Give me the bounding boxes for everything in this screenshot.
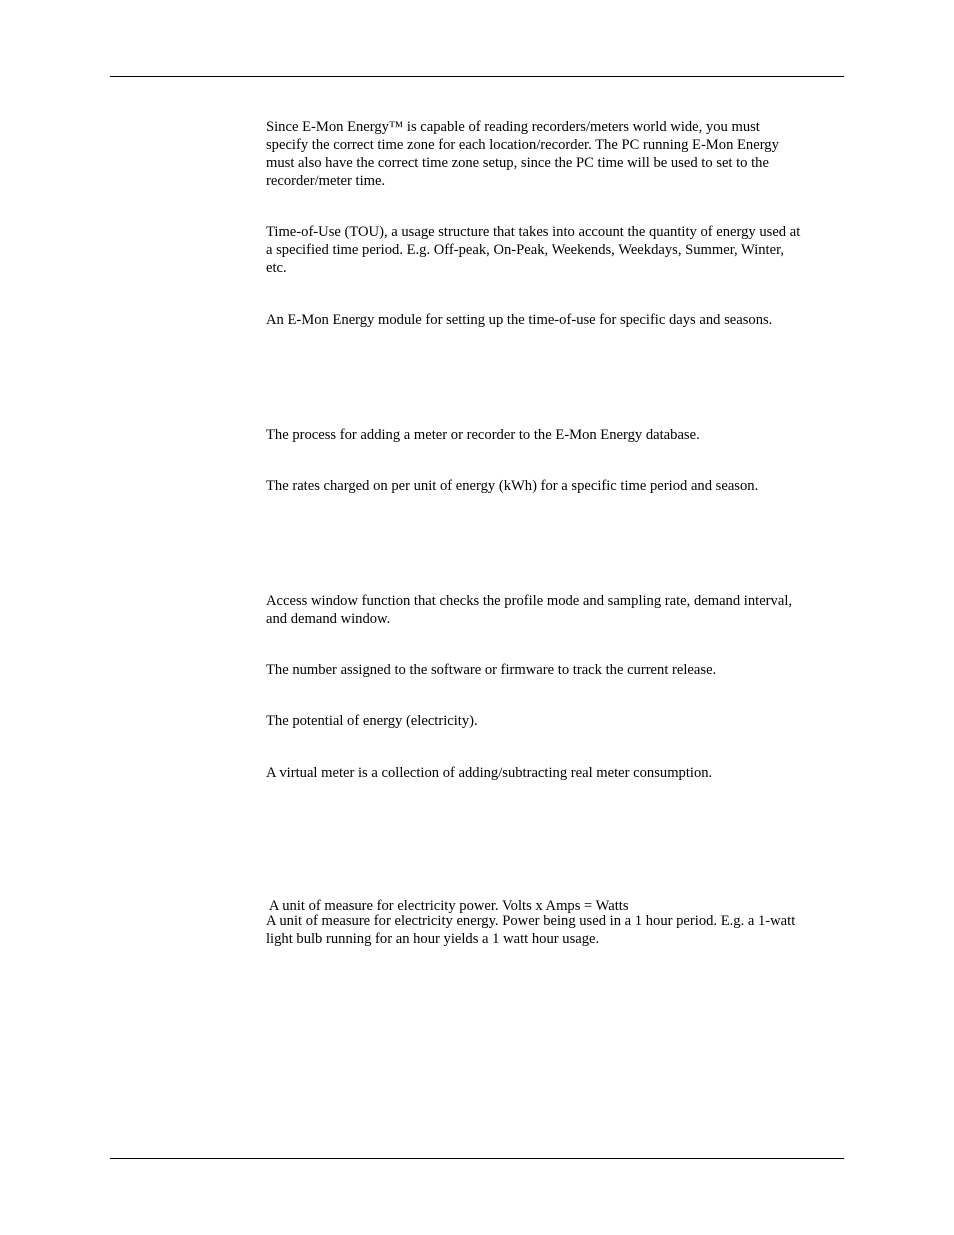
footer-rule <box>110 1158 844 1159</box>
definition-line: light bulb running for an hour yields a 1 watt hour usage. <box>266 931 600 947</box>
definition-line: A unit of measure for electricity energy. Power being used in a 1 hour period. E.g. a 1-watt <box>266 913 796 929</box>
definition-time-zone <box>266 118 842 190</box>
definition-line: The rates charged on per unit of energy (kWh) for a specific time period and season. <box>266 478 759 494</box>
definition-line: and demand window. <box>266 611 391 627</box>
definition-version <box>266 661 842 679</box>
definition-line: a specified time period. E.g. Off-peak, On-Peak, Weekends, Weekdays, Summer, Winter, <box>266 242 785 258</box>
definition-line: Time-of-Use (TOU), a usage structure that takes into account the quantity of energy used at <box>266 224 801 240</box>
definition-line: An E-Mon Energy module for setting up the time-of-use for specific days and seasons. <box>266 312 773 328</box>
definition-voltage <box>266 712 842 730</box>
definition-line: specify the correct time zone for each location/recorder. The PC running E-Mon Energy <box>266 137 779 153</box>
definition-tou <box>266 223 842 277</box>
definition-line: must also have the correct time zone setup, since the PC time will be used to set to the <box>266 155 769 171</box>
definition-tou-module <box>266 311 842 329</box>
definition-line: Since E-Mon Energy™ is capable of reading recorders/meters world wide, you must <box>266 119 760 135</box>
definition-line: A unit of measure for electricity power. Volts x Amps = Watts <box>266 898 629 914</box>
header-rule <box>110 76 844 77</box>
definition-adding-meter <box>266 426 842 444</box>
definition-line: recorder/meter time. <box>266 173 386 189</box>
definition-virtual-meter <box>266 764 842 782</box>
definition-rates <box>266 477 842 495</box>
definition-line: The number assigned to the software or firmware to track the current release. <box>266 662 717 678</box>
definition-line: etc. <box>266 260 287 276</box>
definition-line: Access window function that checks the profile mode and sampling rate, demand interval, <box>266 593 793 609</box>
definition-line: A virtual meter is a collection of adding/subtracting real meter consumption. <box>266 765 713 781</box>
definition-watt-hour <box>266 912 842 948</box>
definition-line: The process for adding a meter or recorder to the E-Mon Energy database. <box>266 427 700 443</box>
definition-line: The potential of energy (electricity). <box>266 713 478 729</box>
definition-access-window <box>266 592 842 628</box>
